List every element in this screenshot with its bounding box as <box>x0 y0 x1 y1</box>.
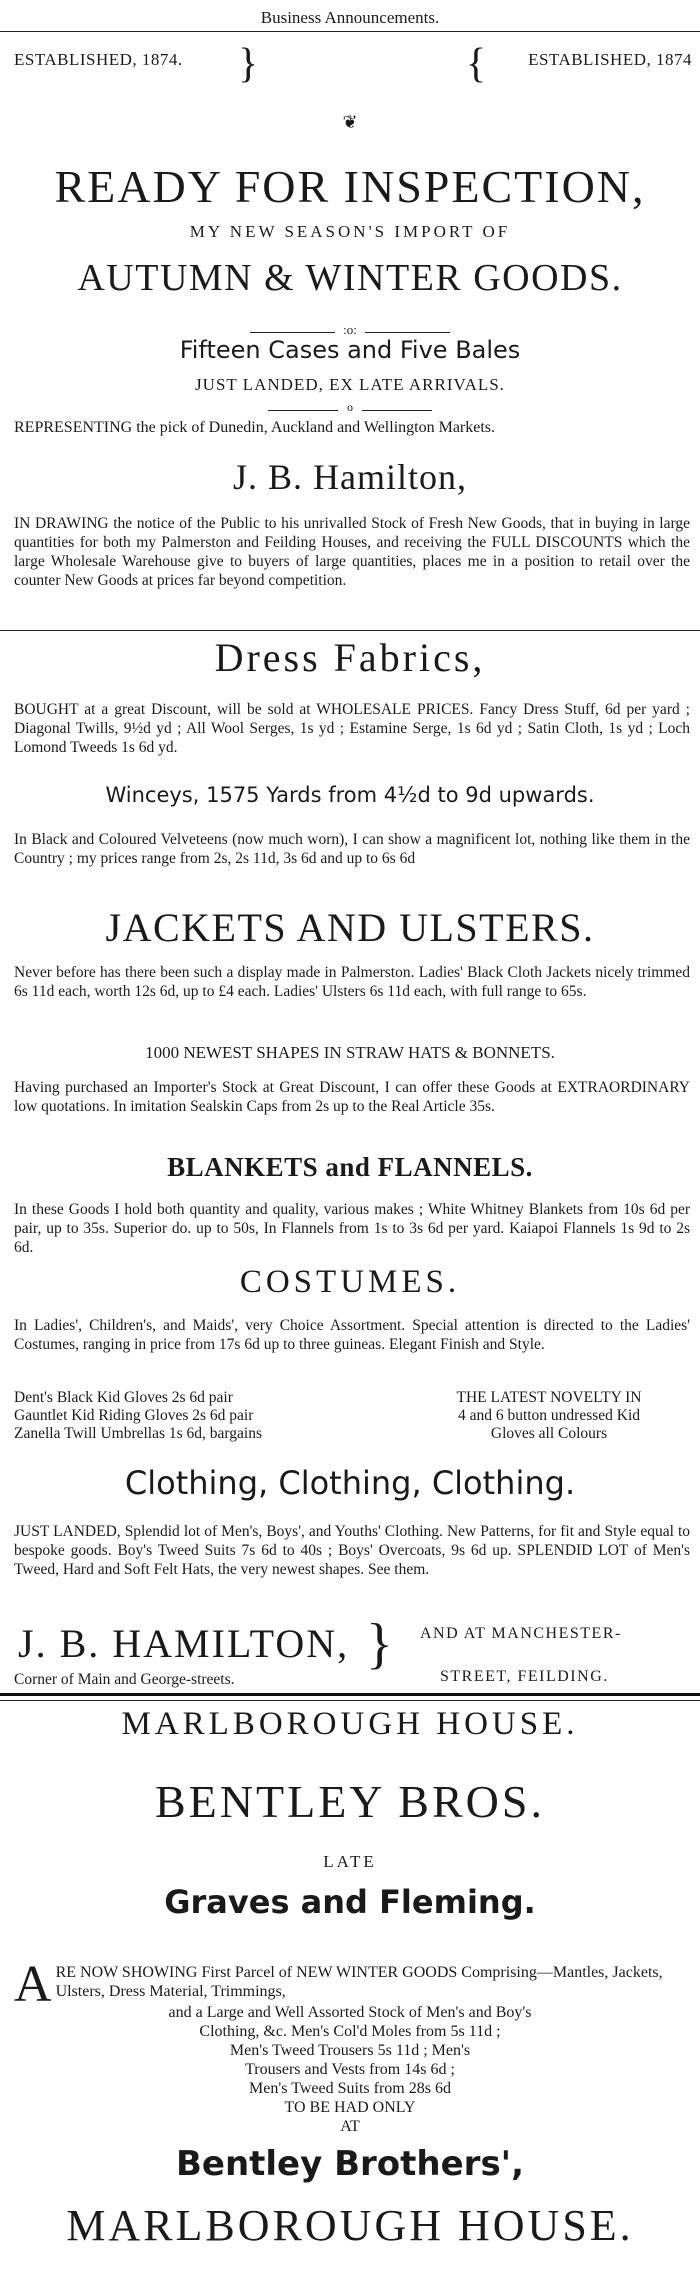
goods-heading: AUTUMN & WINTER GOODS. <box>77 257 623 299</box>
bentley-line: and a Large and Well Assorted Stock of Men's and Boy's <box>168 2004 532 2021</box>
cases-heading: Fifteen Cases and Five Bales <box>179 336 521 364</box>
gloves-left-column <box>14 1389 374 1443</box>
bentley-text-first: RE NOW SHOWING First Parcel of NEW WINTER GOODS Comprising—Mantles, Jackets, Ulsters, Dress Material, Trimmings, <box>55 1964 663 2000</box>
clothing-text: JUST LANDED, Splendid lot of Men's, Boys', and Youths' Clothing. New Patterns, for fit and Style equal to bespoke goods. Boy's Tweed Suits 7s 6d to 40s ; Boys' Overcoats, 9s 6d up. SPLENDID LOT of Men's Tweed, Hard and Soft Felt Hats, the very newest shapes. See them. <box>14 1523 690 1578</box>
section-rule-1 <box>0 630 700 631</box>
footer-address: Corner of Main and George-streets. <box>14 1671 235 1688</box>
hamilton-name: J. B. Hamilton, <box>232 457 467 497</box>
landed-line: JUST LANDED, EX LATE ARRIVALS. <box>195 375 505 394</box>
footer-right-1: AND AT MANCHESTER- <box>420 1625 622 1642</box>
bentley-line: TO BE HAD ONLY <box>284 2099 416 2116</box>
costumes-title: COSTUMES. <box>239 1264 461 1300</box>
hats-text: Having purchased an Importer's Stock at Great Discount, I can offer these Goods at EXTRAORDINARY low quotations. In imitation Sealskin Caps from 2s up to the Real Article 35s. <box>14 1079 690 1115</box>
separator-rule-right <box>365 332 450 333</box>
blankets-text: In these Goods I hold both quantity and quality, various makes ; White Whitney Blankets from 10s 6d per pair, up to 35s. Superior do. up to 50s, In Flannels from 1s to 3s 6d per yard. Kaiapoi Flannels 1s 9d to 2s 6d. <box>14 1201 690 1256</box>
clothing-title: Clothing, Clothing, Clothing. <box>124 1464 576 1502</box>
gloves-right-line: 4 and 6 button undressed Kid <box>457 1407 641 1424</box>
representing-text: REPRESENTING the pick of Dunedin, Auckland and Wellington Markets. <box>14 419 496 436</box>
footer-right-2: STREET, FEILDING. <box>440 1668 609 1685</box>
separator2: o <box>347 400 353 414</box>
header-rule <box>0 31 700 32</box>
separator-rule-left <box>250 332 335 333</box>
separator2-rule-left <box>268 410 338 411</box>
subhead: MY NEW SEASON'S IMPORT OF <box>189 222 511 241</box>
gloves-left-line: Zanella Twill Umbrellas 1s 6d, bargains <box>14 1425 263 1442</box>
dress-title: Dress Fabrics, <box>214 635 486 680</box>
established-right: ESTABLISHED, 1874 <box>528 50 692 69</box>
gloves-left-line: Dent's Black Kid Gloves 2s 6d pair <box>14 1389 233 1406</box>
marlborough-house-title: MARLBOROUGH HOUSE. <box>121 1706 579 1742</box>
winceys-line: Winceys, 1575 Yards from 4½d to 9d upwards. <box>105 783 595 807</box>
footer-brace: } <box>366 1613 393 1675</box>
headline: READY FOR INSPECTION, <box>54 161 646 212</box>
hats-title: 1000 NEWEST SHAPES IN STRAW HATS & BONNETS. <box>145 1043 555 1062</box>
intro-text: IN DRAWING the notice of the Public to his unrivalled Stock of Fresh New Goods, that in buying in large quantities for both my Palmerston and Feilding Houses, and receiving the FULL DISCOUNTS which the large Wholesale Warehouse give to buyers of large quantities, places me in a position to retail over the counter New Goods at prices far beyond competition. <box>14 515 690 589</box>
divider-thin <box>0 1700 700 1701</box>
gloves-right-line: Gloves all Colours <box>490 1425 608 1442</box>
bentley-bottom-name: Bentley Brothers', <box>175 2144 525 2184</box>
established-left: ESTABLISHED, 1874. <box>14 50 183 69</box>
brace-right: { <box>466 41 487 87</box>
bentley-line: Men's Tweed Trousers 5s 11d ; Men's <box>229 2042 471 2059</box>
bentley-line: AT <box>340 2118 360 2135</box>
gloves-left-line: Gauntlet Kid Riding Gloves 2s 6d pair <box>14 1407 254 1424</box>
separator: :o: <box>343 322 357 337</box>
bentley-line: Trousers and Vests from 14s 6d ; <box>245 2061 455 2078</box>
gloves-right-line: THE LATEST NOVELTY IN <box>456 1389 642 1406</box>
jackets-text: Never before has there been such a display made in Palmerston. Ladies' Black Cloth Jackets nicely trimmed 6s 11d each, worth 12s 6d, up to £4 each. Ladies' Ulsters 6s 11d each, with full range to 65s. <box>14 964 690 1000</box>
separator2-rule-right <box>362 410 432 411</box>
divider-thick <box>0 1693 700 1696</box>
bentley-line: Clothing, &c. Men's Col'd Moles from 5s 11d ; <box>199 2023 501 2040</box>
footer-name: J. B. HAMILTON, <box>18 1621 350 1666</box>
bentley-bottom-house: MARLBOROUGH HOUSE. <box>66 2201 634 2250</box>
former-name: Graves and Fleming. <box>164 1883 536 1921</box>
bentley-lines <box>0 2003 700 2136</box>
drop-cap: A <box>14 1956 52 2013</box>
blankets-title: BLANKETS and FLANNELS. <box>167 1152 533 1182</box>
brace-left: } <box>238 41 259 87</box>
section-title: Business Announcements. <box>260 8 440 27</box>
bentley-line: Men's Tweed Suits from 28s 6d <box>249 2080 451 2097</box>
ornament-icon: ❦ <box>342 112 358 132</box>
gloves-right-column <box>400 1389 698 1443</box>
jackets-title: JACKETS AND ULSTERS. <box>105 905 595 950</box>
costumes-text: In Ladies', Children's, and Maids', very Choice Assortment. Special attention is directed to the Ladies' Costumes, ranging in price from 17s 6d up to three guineas. Elegant Finish and Style. <box>14 1317 690 1353</box>
bentley-name: BENTLEY BROS. <box>155 1776 545 1827</box>
velveteens-text: In Black and Coloured Velveteens (now much worn), I can show a magnificent lot, nothing like them in the Country ; my prices range from 2s, 2s 11d, 3s 6d and up to 6s 6d <box>14 831 690 867</box>
late-label: LATE <box>323 1852 377 1871</box>
dress-text: BOUGHT at a great Discount, will be sold at WHOLESALE PRICES. Fancy Dress Stuff, 6d per yard ; Diagonal Twills, 9½d yd ; All Wool Serges, 1s yd ; Estamine Serge, 1s 6d yd ; Satin Cloth, 1s yd ; Loch Lomond Tweeds 1s 6d yd. <box>14 701 690 756</box>
